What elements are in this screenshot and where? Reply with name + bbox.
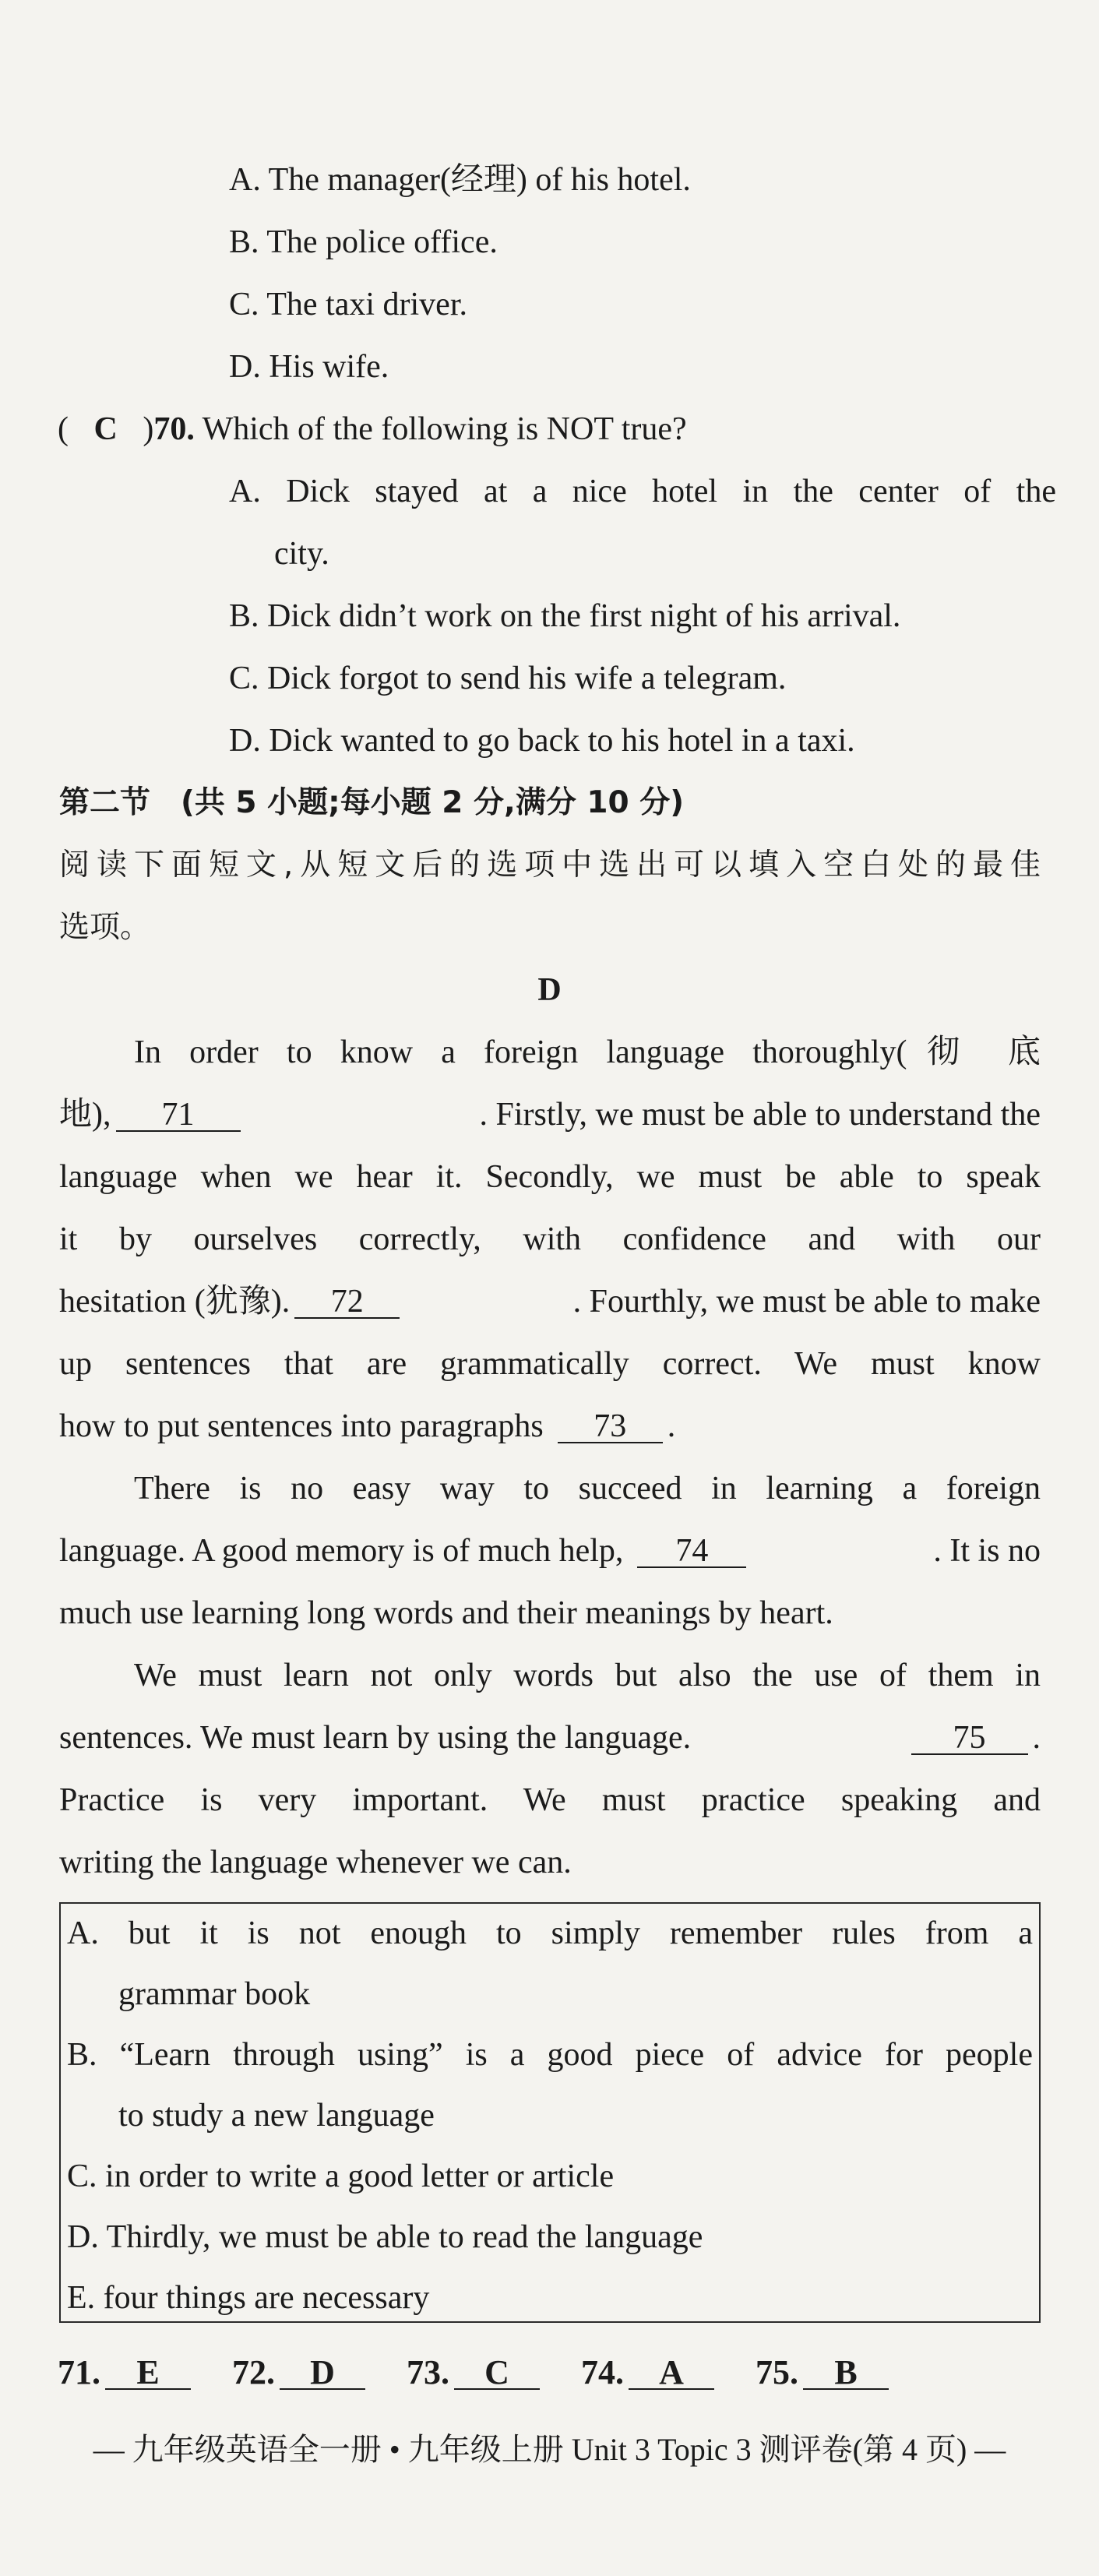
answer-73-label: 73. xyxy=(407,2353,449,2391)
q70-stem: Which of the following is NOT true? xyxy=(202,411,687,447)
passage-p1-line5 xyxy=(59,1281,1041,1322)
passage-p1-line2 xyxy=(59,1094,1041,1135)
section2-title: 第二节 (共 5 小题;每小题 2 分,满分 10 分) xyxy=(59,785,685,820)
answer-74[interactable]: A xyxy=(629,2357,714,2390)
choice-e: E. four things are necessary xyxy=(67,2280,430,2316)
blank-75[interactable]: 75 xyxy=(911,1722,1028,1755)
section2-instruction-line2: 选项。 xyxy=(59,910,151,945)
q69-option-a: A. The manager(经理) of his hotel. xyxy=(229,162,691,198)
q70-option-c: C. Dick forgot to send his wife a telegram. xyxy=(229,661,787,696)
answer-75[interactable]: B xyxy=(803,2357,889,2390)
answer-71[interactable]: E xyxy=(105,2357,191,2390)
passage-p2-line3: much use learning long words and their meanings by heart. xyxy=(59,1595,833,1631)
q70-option-a-line2: city. xyxy=(274,536,329,572)
choices-box xyxy=(59,1902,1041,2323)
blank-73[interactable]: 73 xyxy=(558,1411,663,1443)
blank-74[interactable]: 74 xyxy=(637,1535,746,1568)
passage-text: . Fourthly, we must be able to make xyxy=(572,1284,1041,1320)
q70-answer: C xyxy=(93,411,118,447)
answer-72-label: 72. xyxy=(232,2353,275,2391)
q70-paren-close: ) xyxy=(143,411,154,447)
choice-a-line1: A. but it is not enough to simply remember rules from a xyxy=(67,1915,1033,1951)
choice-c: C. in order to write a good letter or article xyxy=(67,2158,615,2194)
passage-label: D xyxy=(537,972,562,1008)
passage-text: . xyxy=(1032,1720,1041,1756)
passage-text: language. A good memory is of much help, xyxy=(59,1533,624,1569)
q70-option-d: D. Dick wanted to go back to his hotel in a taxi. xyxy=(229,723,855,759)
q69-option-c: C. The taxi driver. xyxy=(229,287,467,322)
choice-b-line2: to study a new language xyxy=(118,2098,435,2134)
passage-text: how to put sentences into paragraphs xyxy=(59,1408,544,1444)
passage-text: hesitation (犹豫). xyxy=(59,1284,291,1320)
passage-p3-line3: Practice is very important. We must practice speaking and xyxy=(59,1782,1041,1818)
passage-p2-line1: There is no easy way to succeed in learning a foreign xyxy=(134,1471,1041,1506)
answer-row xyxy=(58,2351,893,2395)
blank-71[interactable]: 71 xyxy=(116,1099,241,1132)
choice-a-line2: grammar book xyxy=(118,1976,311,2012)
q69-option-b: B. The police office. xyxy=(229,224,498,260)
passage-p2-line2 xyxy=(59,1531,1041,1571)
answer-71-label: 71. xyxy=(58,2353,100,2391)
passage-p1-line1: In order to know a foreign language thoroughly(彻 底 xyxy=(134,1034,1041,1070)
answer-72[interactable]: D xyxy=(280,2357,365,2390)
passage-p1-line7 xyxy=(59,1406,675,1447)
passage-p1-line6: up sentences that are grammatically correct. We must know xyxy=(59,1346,1041,1382)
section2-instruction-line1: 阅读下面短文,从短文后的选项中选出可以填入空白处的最佳 xyxy=(59,848,1041,883)
answer-75-label: 75. xyxy=(756,2353,798,2391)
q70-paren-open: ( xyxy=(58,411,69,447)
answer-73[interactable]: C xyxy=(454,2357,540,2390)
choice-b-line1: B. “Learn through using” is a good piece of advice for people xyxy=(67,2037,1033,2073)
passage-text: sentences. We must learn by using the language. xyxy=(59,1720,692,1756)
passage-p3-line1: We must learn not only words but also the use of them in xyxy=(134,1658,1041,1693)
passage-text: . It is no xyxy=(933,1533,1041,1569)
passage-p3-line4: writing the language whenever we can. xyxy=(59,1845,572,1880)
q70-number: 70. xyxy=(153,411,195,447)
passage-p1-line3: language when we hear it. Secondly, we must be able to speak xyxy=(59,1159,1041,1195)
passage-text: . Firstly, we must be able to understand the xyxy=(479,1097,1041,1133)
passage-text: . xyxy=(667,1408,676,1444)
q69-option-d: D. His wife. xyxy=(229,349,389,385)
passage-p1-line4: it by ourselves correctly, with confidence and with our xyxy=(59,1221,1041,1257)
blank-72[interactable]: 72 xyxy=(294,1286,400,1319)
q70-question xyxy=(58,409,687,449)
choice-d: D. Thirdly, we must be able to read the language xyxy=(67,2219,703,2255)
q70-option-a-line1: A. Dick stayed at a nice hotel in the center of the xyxy=(229,474,1056,509)
page-footer: — 九年级英语全一册 • 九年级上册 Unit 3 Topic 3 测评卷(第 4 页) — xyxy=(93,2432,1006,2467)
passage-text: 地), xyxy=(59,1097,111,1133)
q70-option-b: B. Dick didn’t work on the first night of his arrival. xyxy=(229,598,901,634)
answer-74-label: 74. xyxy=(581,2353,624,2391)
passage-p3-line2 xyxy=(59,1718,1041,1758)
